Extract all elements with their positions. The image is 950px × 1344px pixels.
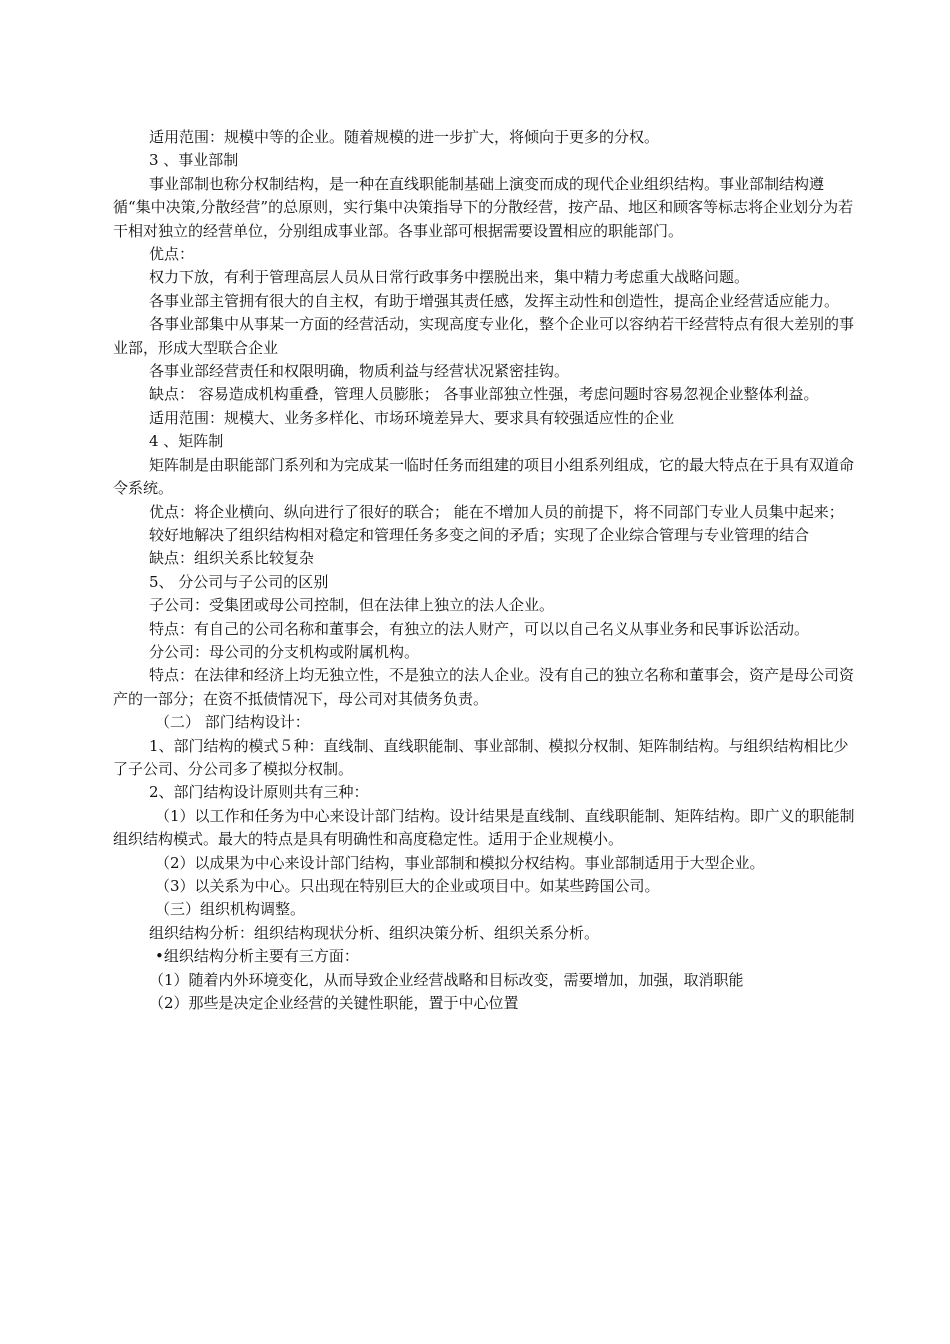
paragraph-scope-large: 适用范围：规模大、业务多样化、市场环境差异大、要求具有较强适应性的企业	[149, 408, 675, 427]
paragraph-structure-analysis: 组织结构分析：组织结构现状分析、组织决策分析、组织关系分析。	[149, 923, 600, 942]
paragraph-matrix-advantages-2: 较好地解决了组织结构相对稳定和管理任务多变之间的矛盾；实现了企业综合管理与专业管理的结合	[149, 525, 810, 544]
paragraph-matrix-advantages: 优点：将企业横向、纵向进行了很好的联合； 能在不增加人员的前提下，将不同部门专业人员集中起来；	[149, 502, 844, 521]
paragraph-matrix-disadvantages: 缺点：组织关系比较复杂	[149, 549, 315, 568]
paragraph-principle-3: （3）以关系为中心。只出现在特别巨大的企业或项目中。如某些跨国公司。	[155, 877, 660, 895]
paragraph-subsidiary: 子公司：受集团或母公司控制，但在法律上独立的法人企业。	[149, 596, 555, 615]
paragraph-principle-2: （2）以成果为中心来设计部门结构，事业部制和模拟分权结构。事业部制适用于大型企业。	[155, 853, 765, 872]
bullet-analysis-aspects: •组织结构分析主要有三方面：	[155, 947, 359, 966]
paragraph-branch: 分公司：母公司的分支机构或附属机构。	[149, 642, 420, 661]
section-heading-matrix: 4 、矩阵制	[149, 432, 224, 451]
label-advantages: 优点：	[149, 245, 195, 264]
paragraph-design-principles: 2、部门结构设计原则共有三种：	[149, 783, 369, 802]
paragraph-subsidiary-features: 特点：有自己的公司名称和董事会，有独立的法人财产，可以以自己名义从事业务和民事诉讼活动。	[149, 619, 810, 638]
paragraph-aspect-2: （2）那些是决定企业经营的关键性职能，置于中心位置	[149, 994, 519, 1013]
section-heading-division: 3 、事业部制	[149, 151, 239, 170]
paragraph-matrix-definition: 矩阵制是由职能部门系列和为完成某一临时任务而组建的项目小组系列组成，它的最大特点在于具有双道命令系统。	[113, 455, 855, 498]
paragraph-advantage-4: 各事业部经营责任和权限明确，物质利益与经营状况紧密挂钩。	[149, 362, 570, 381]
paragraph-advantage-1: 权力下放，有利于管理高层人员从日常行政事务中摆脱出来，集中精力考虑重大战略问题。	[149, 268, 750, 287]
section-heading-branch-subsidiary: 5、 分公司与子公司的区别	[149, 572, 329, 591]
paragraph-advantage-2: 各事业部主管拥有很大的自主权，有助于增强其责任感，发挥主动性和创造性，提高企业经营适应能力。	[149, 291, 840, 310]
paragraph-disadvantages: 缺点： 容易造成机构重叠，管理人员膨胀； 各事业部独立性强，考虑问题时容易忽视企业整体利益。	[149, 385, 819, 404]
section-heading-adjustment: （三）组织机构调整。	[155, 900, 306, 919]
paragraph-principle-1: （1）以工作和任务为中心来设计部门结构。设计结果是直线制、直线职能制、矩阵结构。即广义的职能制组织结构模式。最大的特点是具有明确性和高度稳定性。适用于企业规模小。	[113, 806, 855, 849]
paragraph-advantage-3: 各事业部集中从事某一方面的经营活动，实现高度专业化，整个企业可以容纳若干经营特点有很大差别的事业部，形成大型联合企业	[113, 315, 855, 357]
section-heading-department-design: （二） 部门结构设计：	[155, 713, 310, 732]
document-body	[113, 126, 855, 1015]
paragraph-branch-features: 特点：在法律和经济上均无独立性，不是独立的法人企业。没有自己的独立名称和董事会，资产是母公司资产的一部分；在资不抵债情况下，母公司对其债务负责。	[113, 666, 855, 708]
paragraph-aspect-1: （1）随着内外环境变化，从而导致企业经营战略和目标改变，需要增加，加强，取消职能	[149, 970, 744, 989]
paragraph-division-definition: 事业部制也称分权制结构，是一种在直线职能制基础上演变而成的现代企业组织结构。事业部制结构遵循“集中决策,分散经营”的总原则，实行集中决策指导下的分散经营，按产品、地区和顾客等标志将企业划分为若干相对独立的经营单位，分别组成事业部。各事业部可根据需要设置相应的职能部门。	[113, 174, 854, 240]
paragraph-department-modes: 1、部门结构的模式５种：直线制、直线职能制、事业部制、模拟分权制、矩阵制结构。与组织结构相比少了子公司、分公司多了模拟分权制。	[113, 736, 849, 778]
paragraph-scope-medium: 适用范围：规模中等的企业。随着规模的进一步扩大，将倾向于更多的分权。	[149, 128, 660, 146]
